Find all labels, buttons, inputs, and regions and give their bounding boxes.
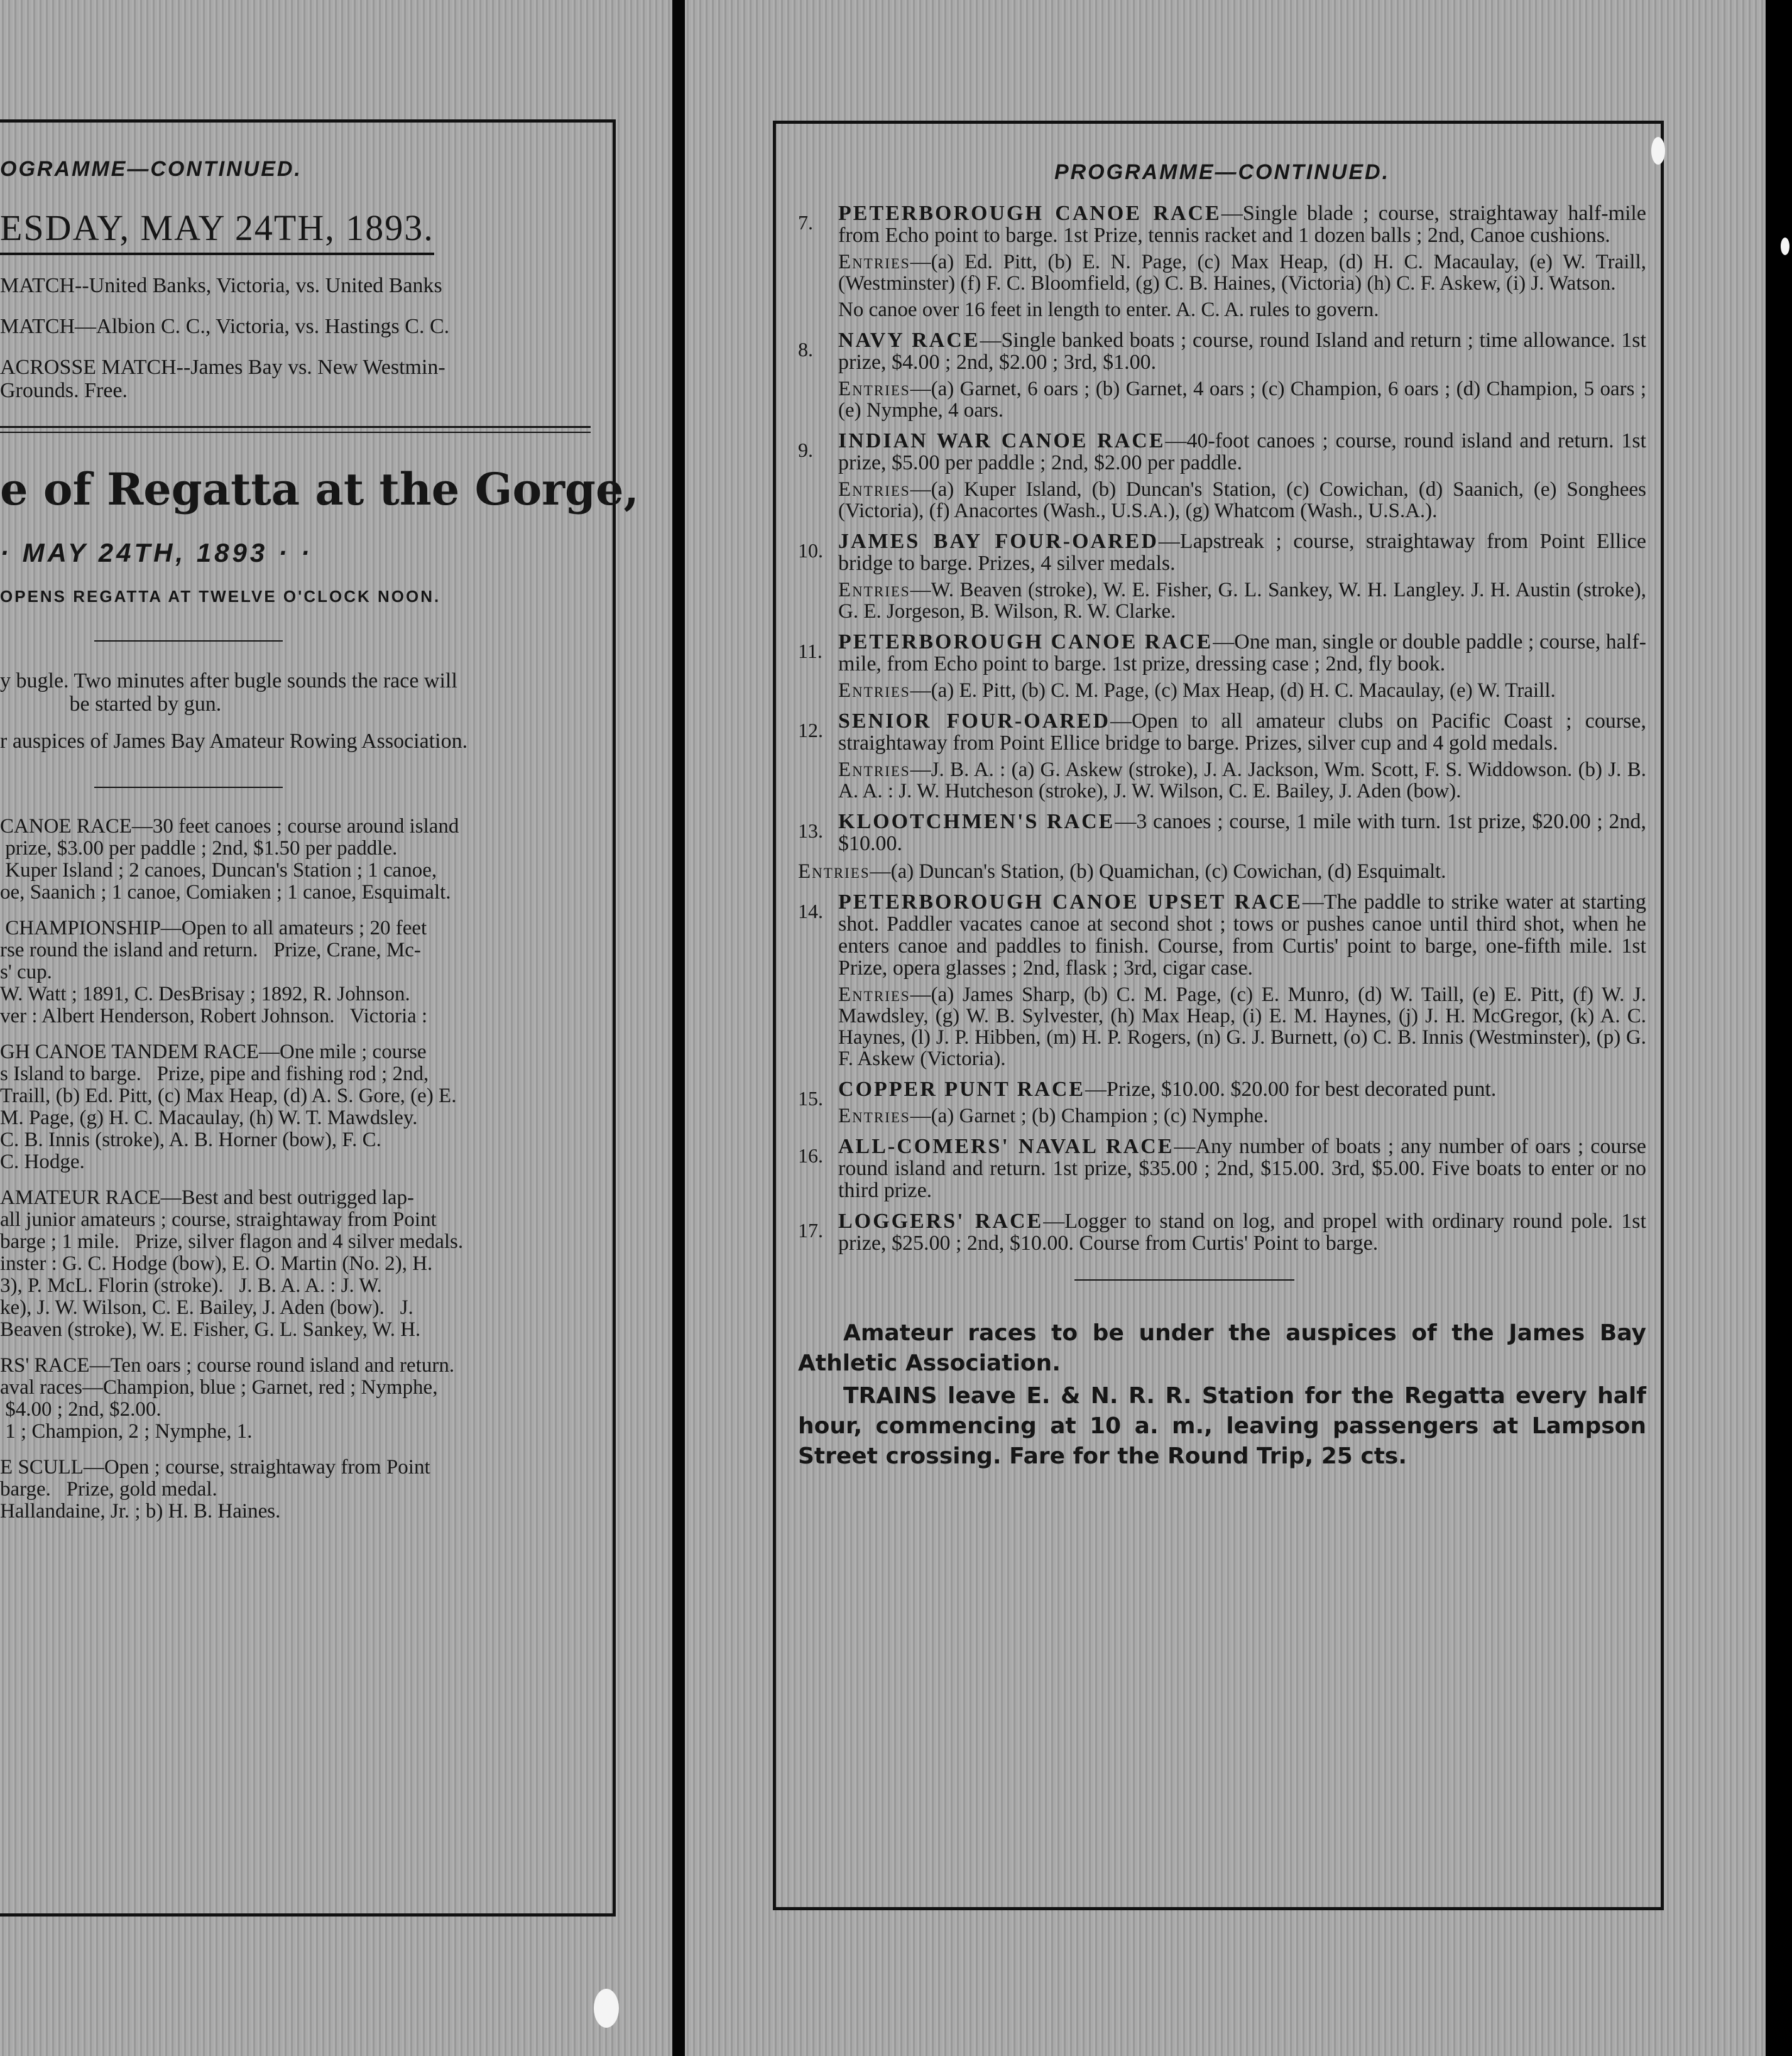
race-body (838, 329, 1646, 421)
race-line: prize, $3.00 per paddle ; 2nd, $1.50 per paddle. (0, 837, 398, 860)
race-line: E SCULL—Open ; course, straightaway from Point (0, 1456, 430, 1479)
book-spine (672, 0, 685, 2056)
right-page-header: PROGRAMME—CONTINUED. (1054, 160, 1390, 184)
entries-label: Entries (838, 983, 910, 1006)
closing-paragraph: Amateur races to be under the auspices of the James Bay Athletic Association. (798, 1320, 1646, 1376)
race-line: ver : Albert Henderson, Robert Johnson. Victoria : (0, 1005, 428, 1027)
race-body (838, 631, 1646, 701)
race-line: GH CANOE TANDEM RACE—One mile ; course (0, 1041, 427, 1063)
left-race-list (0, 816, 603, 1536)
race-line: Hallandaine, Jr. ; b) H. B. Haines. (0, 1500, 281, 1523)
race-description (838, 1210, 1646, 1254)
race-line: barge ; 1 mile. Prize, silver flagon and 4 silver medals. (0, 1230, 464, 1253)
race-item (798, 631, 1646, 701)
race-entries (838, 1105, 1646, 1127)
race-line: oe, Saanich ; 1 canoe, Comiaken ; 1 canoe, Esquimalt. (0, 881, 451, 904)
race-line: CANOE RACE—30 feet canoes ; course around island (0, 815, 459, 838)
date-title: ESDAY, MAY 24TH, 1893. (0, 207, 434, 255)
regatta-title: e of Regatta at the Gorge, (0, 463, 639, 515)
block-gap (0, 904, 603, 917)
race-text: —Any number of boats ; any number of oars ; course round island and return. 1st prize, $35.00 ; 2nd, $15.00. 3rd, $5.00. Five boats to enter or no third prize. (838, 1135, 1646, 1202)
race-line: CHAMPIONSHIP—Open to all amateurs ; 20 feet (0, 917, 427, 939)
race-text: —Open to all amateur clubs on Pacific Coast ; course, straightaway from Point Ellice bridge to barge. Prizes, silver cup and 4 gold medals. (838, 709, 1646, 755)
race-name: KLOOTCHMEN'S RACE (838, 810, 1115, 833)
matches (0, 274, 603, 402)
match-line: MATCH—Albion C. C., Victoria, vs. Hastings C. C. (0, 315, 450, 338)
match-item (0, 274, 603, 297)
divider (94, 640, 283, 642)
entries-text: —(a) Kuper Island, (b) Duncan's Station, (c) Cowichan, (d) Saanich, (e) Songhees (Victoria), (f) Anacortes (Wash., U.S.A.), (g) Whatcom (Wash., U.S.A.). (838, 478, 1646, 522)
race-line: AMATEUR RACE—Best and best outrigged lap- (0, 1186, 415, 1209)
race-body (838, 1135, 1646, 1201)
race-line: W. Watt ; 1891, C. DesBrisay ; 1892, R. Johnson. (0, 983, 410, 1005)
race-line: rse round the island and return. Prize, Crane, Mc- (0, 939, 421, 961)
race-number: 13. (798, 819, 823, 842)
race-item (798, 202, 1646, 320)
block-gap (0, 1173, 603, 1187)
race-line: M. Page, (g) H. C. Macaulay, (h) W. T. Mawdsley. (0, 1107, 418, 1129)
race-description (838, 1078, 1646, 1100)
race-entries (798, 861, 1646, 882)
race-line: barge. Prize, gold medal. (0, 1478, 217, 1501)
race-text: —Single blade ; course, straightaway half-mile from Echo point to barge. 1st Prize, tennis racket and 1 dozen balls ; 2nd, Canoe cushions. (838, 202, 1646, 247)
entries-text: —W. Beaven (stroke), W. E. Fisher, G. L. Sankey, W. H. Langley. J. H. Austin (stroke), G. E. Jorgeson, B. Wilson, R. W. Clarke. (838, 579, 1646, 623)
entries-text: —J. B. A. : (a) G. Askew (stroke), J. A. Jackson, Wm. Scott, F. S. Widdowson. (b) J. B. A. A. : J. W. Hutcheson (stroke), J. W. Wilson, C. E. Bailey, J. Aden (bow). (838, 758, 1646, 802)
race-line: Traill, (b) Ed. Pitt, (c) Max Heap, (d) A. S. Gore, (e) E. (0, 1085, 457, 1107)
closing-notes (798, 1318, 1646, 1472)
entries-text: —(a) E. Pitt, (b) C. M. Page, (c) Max Heap, (d) H. C. Macaulay, (e) W. Traill. (910, 679, 1556, 702)
race-description (838, 202, 1646, 246)
race-body (838, 202, 1646, 320)
block-gap (0, 1523, 603, 1536)
race-name: SENIOR FOUR-OARED (838, 709, 1111, 733)
entries-label: Entries (838, 758, 910, 781)
race-name: ALL-COMERS' NAVAL RACE (838, 1135, 1174, 1158)
race-item (798, 811, 1646, 855)
outer-margin (1766, 0, 1792, 2056)
race-body (838, 811, 1646, 855)
race-entries (838, 479, 1646, 522)
race-item (798, 530, 1646, 622)
entries-label: Entries (838, 251, 910, 273)
race-body (838, 1078, 1646, 1127)
race-name: INDIAN WAR CANOE RACE (838, 429, 1166, 452)
race-text: —Single banked boats ; course, round Island and return ; time allowance. 1st prize, $4.00 ; 2nd, $2.00 ; 3rd, $1.00. (838, 329, 1646, 374)
race-body (838, 891, 1646, 1069)
race-number: 12. (798, 719, 823, 741)
note-line: be started by gun. (0, 692, 222, 716)
race-text: —40-foot canoes ; course, round island and return. 1st prize, $5.00 per paddle ; 2nd, $2.00 per paddle. (838, 429, 1647, 474)
divider (94, 787, 283, 788)
race-entries (838, 579, 1646, 622)
race-item (798, 1078, 1646, 1127)
race-number: 15. (798, 1087, 823, 1110)
match-item (0, 356, 603, 402)
note (0, 669, 603, 716)
left-page-header: OGRAMME—CONTINUED. (0, 157, 302, 181)
race-number: 14. (798, 900, 823, 922)
race-item (798, 1135, 1646, 1201)
race-entries (838, 251, 1646, 294)
race-entries (838, 984, 1646, 1069)
match-item (0, 315, 603, 338)
right-page-content (798, 160, 1646, 1474)
race-description (838, 329, 1646, 373)
race-number: 11. (798, 640, 822, 662)
closing-paragraph: TRAINS leave E. & N. R. R. Station for the Regatta every half hour, commencing at 10 a. m., leaving passengers at Lampson Street crossing. Fare for the Round Trip, 25 cts. (798, 1383, 1646, 1469)
race-number: 16. (798, 1144, 823, 1167)
race-description (838, 1135, 1646, 1201)
race-line: C. B. Innis (stroke), A. B. Horner (bow), F. C. (0, 1129, 381, 1151)
block-gap (0, 1341, 603, 1355)
race-line: ke), J. W. Wilson, C. E. Bailey, J. Aden (bow). J. (0, 1296, 413, 1319)
entries-label: Entries (798, 860, 870, 883)
race-list (798, 202, 1646, 1254)
entries-label: Entries (838, 478, 910, 501)
entries-label: Entries (838, 679, 910, 702)
race-note: No canoe over 16 feet in length to enter. A. C. A. rules to govern. (838, 298, 1379, 321)
left-page-content (0, 157, 639, 1536)
race-entries (838, 680, 1646, 701)
note-line: r auspices of James Bay Amateur Rowing Association. (0, 730, 468, 753)
race-number: 9. (798, 439, 813, 461)
race-item (798, 891, 1646, 1069)
entries-label: Entries (838, 1105, 910, 1127)
entries-text: —(a) Garnet ; (b) Champion ; (c) Nymphe. (910, 1105, 1269, 1127)
entries-label: Entries (838, 378, 910, 400)
race-name: PETERBOROUGH CANOE RACE (838, 202, 1221, 225)
block-gap (0, 1027, 603, 1041)
race-item (798, 710, 1646, 802)
race-number: 7. (798, 211, 813, 234)
race-line: s' cup. (0, 961, 52, 983)
race-description (838, 811, 1646, 855)
race-line: RS' RACE—Ten oars ; course round island and return. (0, 1354, 455, 1377)
match-line: Grounds. Free. (0, 379, 128, 402)
race-number: 10. (798, 539, 823, 562)
race-text: —Prize, $10.00. $20.00 for best decorated punt. (1085, 1078, 1497, 1101)
race-line: Kuper Island ; 2 canoes, Duncan's Station ; 1 canoe, (0, 859, 437, 882)
note-line: y bugle. Two minutes after bugle sounds the race will (0, 669, 457, 692)
race-line: C. Hodge. (0, 1151, 85, 1173)
opens-line: OPENS REGATTA AT TWELVE O'CLOCK NOON. (0, 587, 441, 606)
double-rule (0, 426, 591, 433)
paper-speck (594, 1989, 619, 2028)
regatta-date: · MAY 24TH, 1893 · · (0, 538, 313, 567)
race-number: 8. (798, 338, 813, 361)
race-line: 3), P. McL. Florin (stroke). J. B. A. A. : J. W. (0, 1274, 382, 1297)
race-line: inster : G. C. Hodge (bow), E. O. Martin (No. 2), H. (0, 1252, 433, 1275)
race-description (838, 631, 1646, 675)
race-item (798, 1210, 1646, 1254)
race-item (798, 430, 1646, 522)
race-line: all junior amateurs ; course, straightaway from Point (0, 1208, 437, 1231)
race-number: 17. (798, 1219, 823, 1242)
race-name: PETERBOROUGH CANOE RACE (838, 630, 1213, 653)
race-name: COPPER PUNT RACE (838, 1078, 1086, 1101)
match-line: ACROSSE MATCH--James Bay vs. New Westmin- (0, 356, 445, 379)
race-description (838, 530, 1646, 574)
race-body (838, 710, 1646, 802)
race-description (838, 891, 1646, 979)
race-entries (838, 759, 1646, 802)
race-text: —One man, single or double paddle ; course, half-mile, from Echo point to barge. 1st prize, dressing case ; 2nd, fly book. (838, 630, 1646, 675)
race-text: —Logger to stand on log, and propel with ordinary round pole. 1st prize, $25.00 ; 2nd, $10.00. Course from Curtis' Point to barge. (838, 1210, 1646, 1255)
race-body (838, 430, 1646, 522)
race-text: —3 canoes ; course, 1 mile with turn. 1st prize, $20.00 ; 2nd, $10.00. (838, 810, 1646, 855)
paper-speck (1651, 137, 1665, 165)
entries-text: —(a) Ed. Pitt, (b) E. N. Page, (c) Max Heap, (d) H. C. Macaulay, (e) W. Traill, (Westminster) (f) F. C. Bloomfield, (g) C. B. Haines, (Victoria) (h) C. F. Askew, (i) J. Watson. (838, 251, 1646, 295)
race-name: NAVY RACE (838, 329, 980, 352)
race-description (838, 430, 1646, 474)
race-text: —Lapstreak ; course, straightaway from Point Ellice bridge to barge. Prizes, 4 silver medals. (838, 530, 1646, 575)
match-line: MATCH--United Banks, Victoria, vs. United Banks (0, 274, 442, 297)
race-line: s Island to barge. Prize, pipe and fishing rod ; 2nd, (0, 1063, 429, 1085)
race-line: 1 ; Champion, 2 ; Nymphe, 1. (0, 1420, 253, 1443)
entries-text: —(a) Garnet, 6 oars ; (b) Garnet, 4 oars ; (c) Champion, 6 oars ; (d) Champion, 5 oars ; (e) Nymphe, 4 oars. (838, 378, 1646, 422)
left-page (0, 0, 672, 2056)
entries-label: Entries (838, 579, 910, 601)
race-name: PETERBOROUGH CANOE UPSET RACE (838, 890, 1303, 914)
race-name: JAMES BAY FOUR-OARED (838, 530, 1159, 553)
race-line: $4.00 ; 2nd, $2.00. (0, 1398, 161, 1421)
race-entries (838, 378, 1646, 421)
block-gap (0, 1443, 603, 1457)
race-item (798, 329, 1646, 421)
race-description (838, 710, 1646, 754)
divider (1074, 1279, 1294, 1281)
note (0, 730, 603, 753)
race-body (838, 1210, 1646, 1254)
race-name: LOGGERS' RACE (838, 1210, 1044, 1233)
entries-text: —(a) Duncan's Station, (b) Quamichan, (c) Cowichan, (d) Esquimalt. (870, 860, 1446, 883)
paper-speck (1781, 238, 1789, 255)
entries-text: —(a) James Sharp, (b) C. M. Page, (c) E. Munro, (d) W. Taill, (e) E. Pitt, (f) W. J. Mawdsley, (g) W. B. Sylvester, (h) Max Heap, (i) E. M. Haynes, (j) J. H. McGregor, (k) A. C. Haynes, (l) J. P. Hibben, (m) H. P. Rogers, (n) G. J. Burnett, (o) C. B. Innis (Westminster), (p) G. F. Askew (Victoria). (838, 983, 1646, 1070)
race-line: aval races—Champion, blue ; Garnet, red ; Nymphe, (0, 1376, 438, 1399)
right-page (685, 0, 1766, 2056)
race-text: —The paddle to strike water at starting shot. Paddler vacates canoe at second shot ; tows or pushes canoe until third shot, when he enters canoe and paddles to finish. Course, from Curtis' point to barge, one-fifth mile. 1st Prize, opera glasses ; 2nd, flask ; 3rd, cigar case. (838, 890, 1647, 980)
race-body (838, 530, 1646, 622)
race-line: Beaven (stroke), W. E. Fisher, G. L. Sankey, W. H. (0, 1318, 421, 1341)
